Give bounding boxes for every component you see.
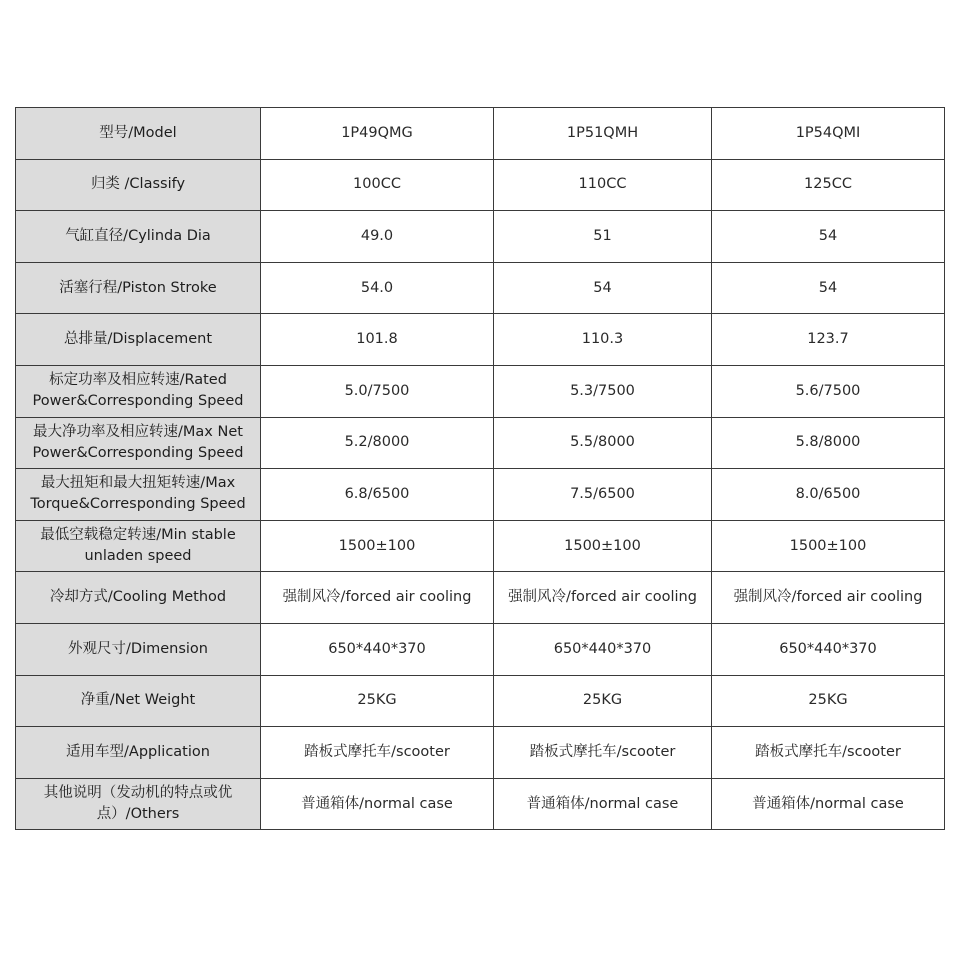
table-cell: 5.0/7500 (261, 365, 494, 417)
table-cell: 5.6/7500 (712, 365, 945, 417)
table-row (16, 108, 945, 160)
table-cell: 5.8/8000 (712, 417, 945, 469)
table-row (16, 520, 945, 572)
table-cell: 650*440*370 (494, 623, 712, 675)
table-cell: 7.5/6500 (494, 469, 712, 521)
table-cell: 5.5/8000 (494, 417, 712, 469)
row-label-piston-stroke: 活塞行程/Piston Stroke (16, 262, 261, 314)
table-cell: 普通箱体/normal case (494, 778, 712, 830)
table-row (16, 572, 945, 624)
table-cell: 8.0/6500 (712, 469, 945, 521)
table-cell: 25KG (712, 675, 945, 727)
row-label-cooling-method: 冷却方式/Cooling Method (16, 572, 261, 624)
table-row (16, 778, 945, 830)
table-cell: 强制风冷/forced air cooling (261, 572, 494, 624)
table-cell: 1500±100 (712, 520, 945, 572)
table-row (16, 365, 945, 417)
table-cell: 5.3/7500 (494, 365, 712, 417)
row-label-min-stable-speed: 最低空载稳定转速/Min stable unladen speed (16, 520, 261, 572)
table-row (16, 417, 945, 469)
table-cell: 25KG (261, 675, 494, 727)
row-label-classify: 归类 /Classify (16, 159, 261, 211)
table-cell: 踏板式摩托车/scooter (261, 727, 494, 779)
table-cell: 踏板式摩托车/scooter (494, 727, 712, 779)
table-cell: 54.0 (261, 262, 494, 314)
table-cell: 110CC (494, 159, 712, 211)
table-cell: 650*440*370 (712, 623, 945, 675)
table-cell: 49.0 (261, 211, 494, 263)
table-row (16, 159, 945, 211)
row-label-model: 型号/Model (16, 108, 261, 160)
table-cell: 1500±100 (261, 520, 494, 572)
table-cell: 1P51QMH (494, 108, 712, 160)
table-cell: 54 (712, 262, 945, 314)
row-label-max-net-power: 最大净功率及相应转速/Max Net Power&Corresponding Speed (16, 417, 261, 469)
row-label-net-weight: 净重/Net Weight (16, 675, 261, 727)
row-label-cylinder-dia: 气缸直径/Cylinda Dia (16, 211, 261, 263)
table-cell: 25KG (494, 675, 712, 727)
table-cell: 110.3 (494, 314, 712, 366)
table-cell: 1500±100 (494, 520, 712, 572)
table-cell: 6.8/6500 (261, 469, 494, 521)
spec-table-body (16, 108, 945, 830)
row-label-others: 其他说明（发动机的特点或优点）/Others (16, 778, 261, 830)
table-cell: 1P54QMI (712, 108, 945, 160)
table-cell: 123.7 (712, 314, 945, 366)
table-cell: 54 (712, 211, 945, 263)
engine-spec-table (15, 107, 945, 830)
table-row (16, 469, 945, 521)
table-cell: 51 (494, 211, 712, 263)
table-row (16, 314, 945, 366)
table-row (16, 727, 945, 779)
row-label-dimension: 外观尺寸/Dimension (16, 623, 261, 675)
table-cell: 普通箱体/normal case (712, 778, 945, 830)
table-cell: 强制风冷/forced air cooling (712, 572, 945, 624)
row-label-max-torque: 最大扭矩和最大扭矩转速/Max Torque&Corresponding Speed (16, 469, 261, 521)
table-row (16, 262, 945, 314)
table-cell: 踏板式摩托车/scooter (712, 727, 945, 779)
table-row (16, 211, 945, 263)
table-cell: 650*440*370 (261, 623, 494, 675)
row-label-displacement: 总排量/Displacement (16, 314, 261, 366)
table-cell: 125CC (712, 159, 945, 211)
table-cell: 强制风冷/forced air cooling (494, 572, 712, 624)
table-cell: 54 (494, 262, 712, 314)
row-label-application: 适用车型/Application (16, 727, 261, 779)
table-cell: 100CC (261, 159, 494, 211)
table-row (16, 623, 945, 675)
row-label-rated-power: 标定功率及相应转速/Rated Power&Corresponding Speed (16, 365, 261, 417)
table-cell: 5.2/8000 (261, 417, 494, 469)
table-row (16, 675, 945, 727)
table-cell: 101.8 (261, 314, 494, 366)
table-cell: 普通箱体/normal case (261, 778, 494, 830)
table-cell: 1P49QMG (261, 108, 494, 160)
